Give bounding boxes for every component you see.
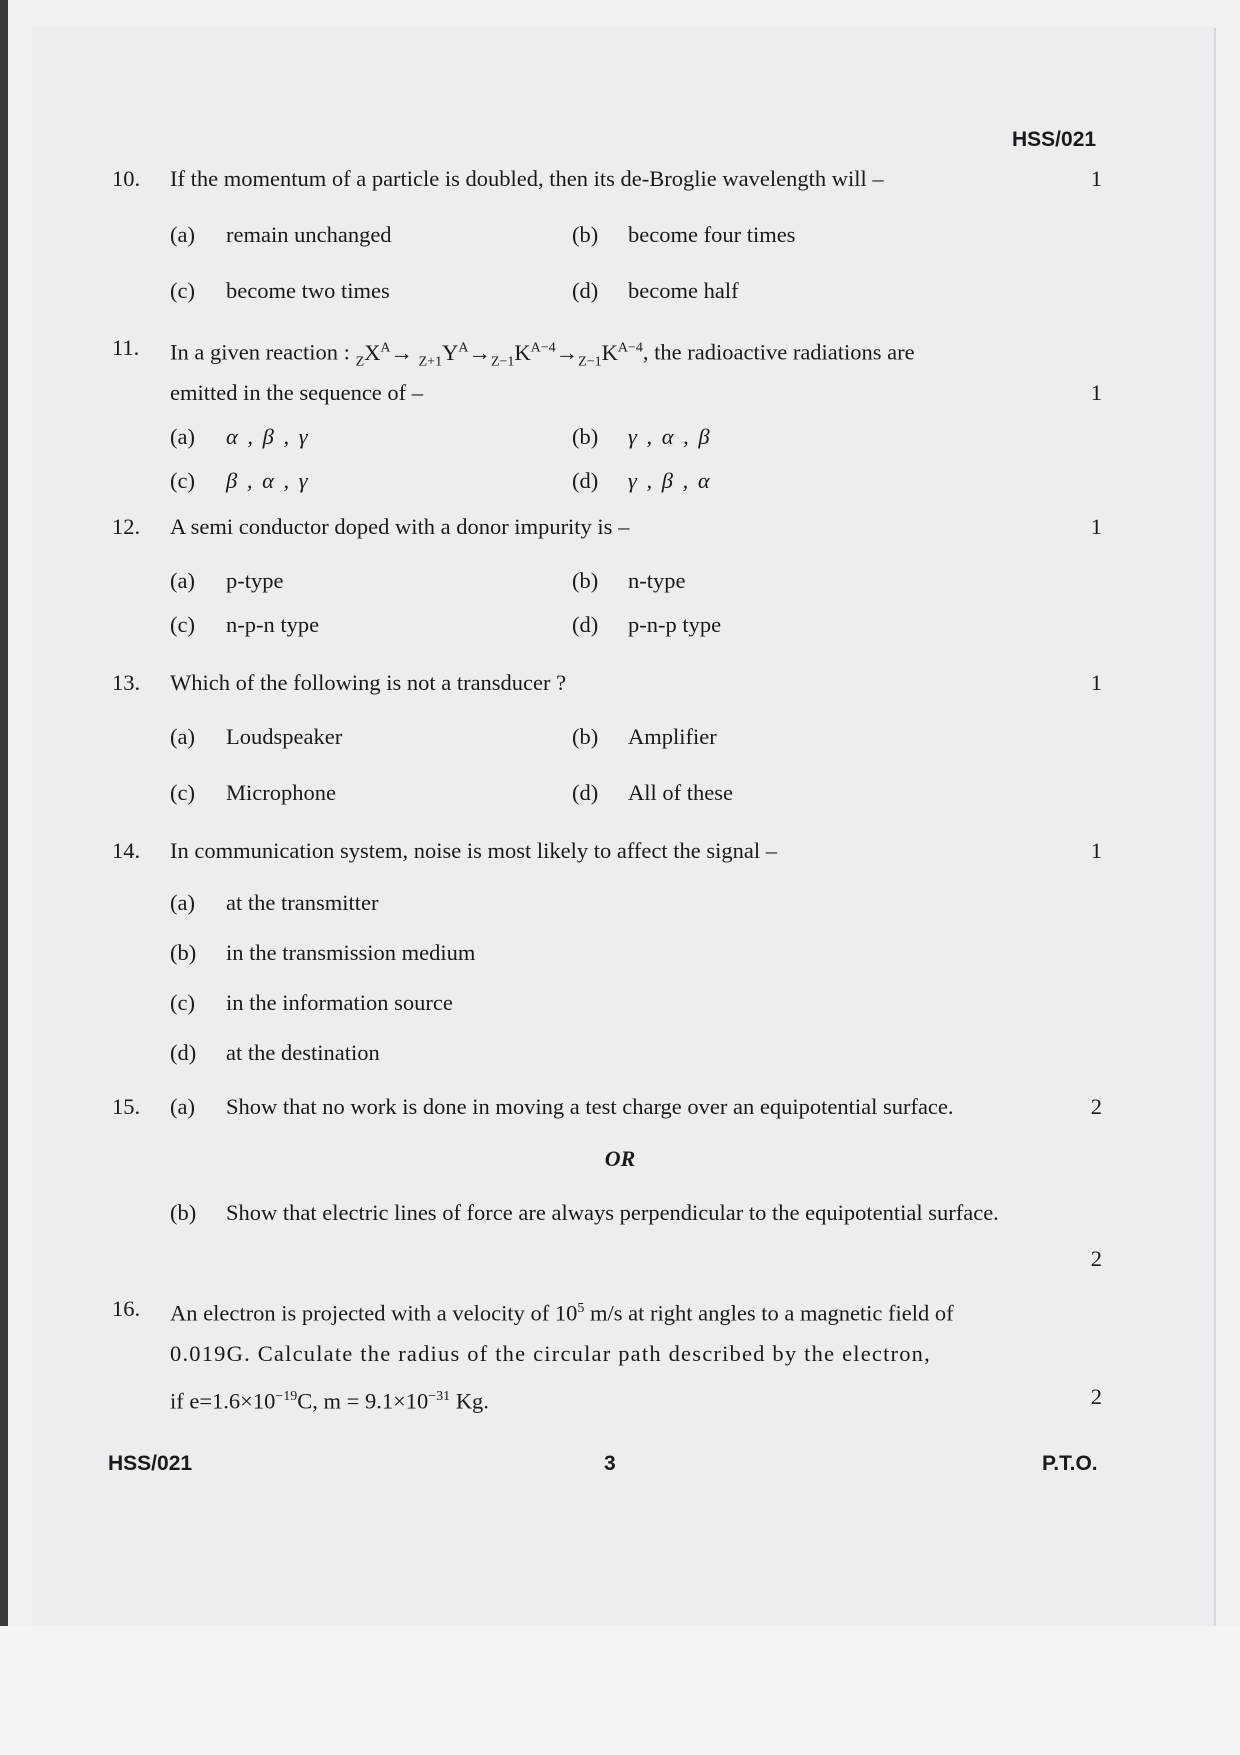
question-marks: 2 <box>1090 1246 1102 1271</box>
question-stem: Which of the following is not a transducer ? <box>170 670 567 695</box>
option-b: (b) Amplifier <box>572 724 717 749</box>
scan-background <box>0 1626 1240 1755</box>
question-marks: 1 <box>1090 166 1102 191</box>
option-a: (a) p-type <box>170 568 284 593</box>
question-number: 11. <box>112 335 140 360</box>
option-d: (d) become half <box>572 278 739 303</box>
option-b: (b) n-type <box>572 568 686 593</box>
question-number: 14. <box>112 838 141 863</box>
question-stem: A semi conductor doped with a donor impurity is – <box>170 514 630 539</box>
reaction-equation: $_ZX^A\to _{Z+1}Y^A\to_{Z-1}K^{A-4}\to_{Z-1}K^{A-4}$ <box>355 339 643 369</box>
question-marks: 2 <box>1090 1384 1102 1409</box>
option-d: (d) at the destination <box>170 1040 380 1065</box>
question-number: 13. <box>112 670 141 695</box>
option-c: (c) Microphone <box>170 780 336 805</box>
question-number: 15. <box>112 1094 141 1119</box>
or-separator: OR <box>604 1146 636 1171</box>
question-marks: 1 <box>1090 380 1102 405</box>
question-part-a: (a) Show that no work is done in moving a test charge over an equipotential surface. <box>170 1094 954 1119</box>
option-c: (c) in the information source <box>170 990 453 1015</box>
option-a: (a) α , β , γ <box>170 424 310 449</box>
question-marks: 1 <box>1090 838 1102 863</box>
option-a: (a) at the transmitter <box>170 890 379 915</box>
question-number: 10. <box>112 166 141 191</box>
question-marks: 1 <box>1090 670 1102 695</box>
option-c: (c) become two times <box>170 278 390 303</box>
option-d: (d) All of these <box>572 780 733 805</box>
question-marks: 1 <box>1090 514 1102 539</box>
question-number: 12. <box>112 514 141 539</box>
question-stem: If the momentum of a particle is doubled, then its de-Broglie wavelength will – <box>170 166 884 191</box>
question-number: 16. <box>112 1296 141 1321</box>
footer-paper-code: HSS/021 <box>108 1452 193 1475</box>
question-stem: In a given reaction : $_ZX^A\to _{Z+1}Y^A\to_{Z-1}K^{A-4}\to_{Z-1}K^{A-4}$, the radioactive radiations are <box>170 339 915 369</box>
option-c: (c) β , α , γ <box>170 468 310 493</box>
page-number: 3 <box>604 1452 616 1475</box>
pto-label: P.T.O. <box>1042 1452 1098 1475</box>
option-b: (b) γ , α , β <box>572 424 712 449</box>
option-c: (c) n-p-n type <box>170 612 320 637</box>
option-a: (a) remain unchanged <box>170 222 392 247</box>
option-d: (d) γ , β , α <box>572 468 712 493</box>
question-stem-line1: An electron is projected with a velocity of $10^5$ m/s at right angles to a magnetic field of <box>170 1300 954 1326</box>
option-d: (d) p-n-p type <box>572 612 722 637</box>
question-part-b: (b) Show that electric lines of force are always perpendicular to the equipotential surface. <box>170 1200 999 1225</box>
question-stem: In communication system, noise is most likely to affect the signal – <box>170 838 777 863</box>
scan-edge <box>0 0 8 1755</box>
option-b: (b) become four times <box>572 222 796 247</box>
option-b: (b) in the transmission medium <box>170 940 476 965</box>
option-a: (a) Loudspeaker <box>170 724 343 749</box>
paper-code-header: HSS/021 <box>1012 128 1097 151</box>
question-marks: 2 <box>1090 1094 1102 1119</box>
